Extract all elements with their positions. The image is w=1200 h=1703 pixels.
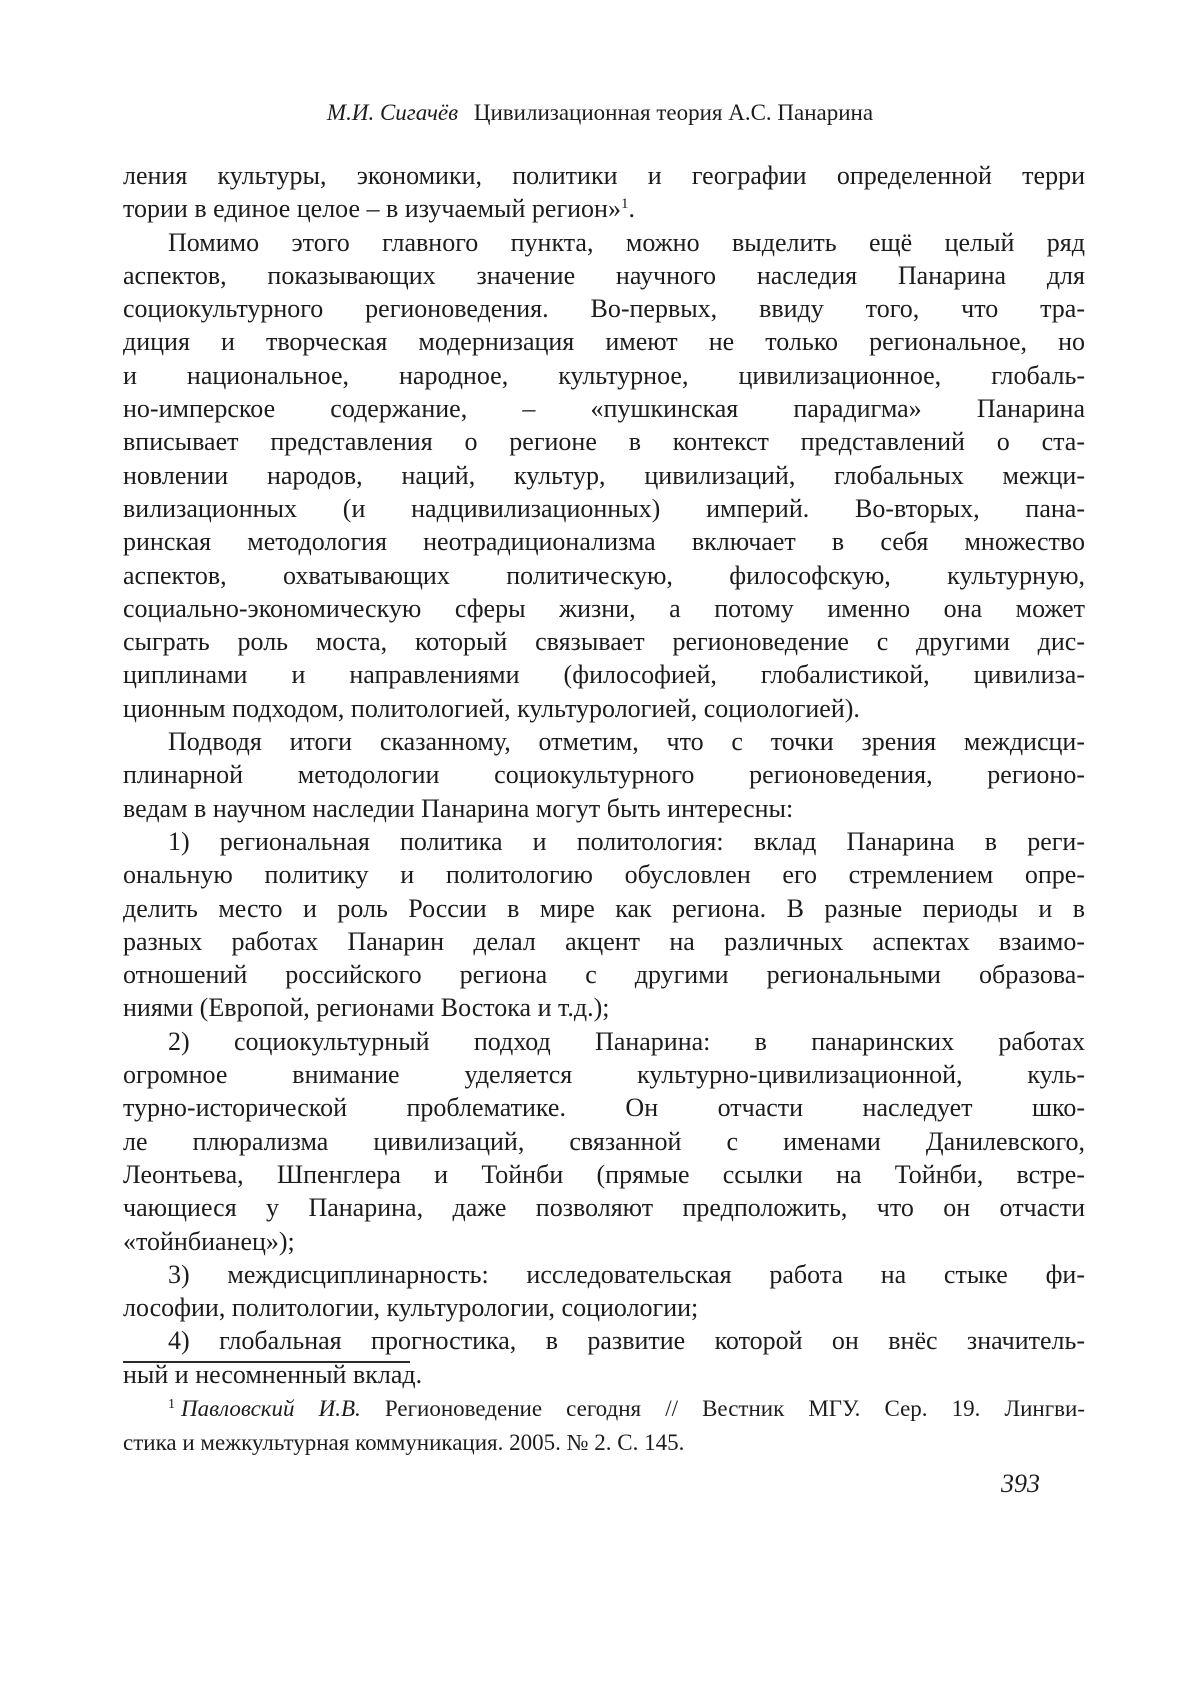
text-line bbox=[123, 692, 1085, 725]
text-line bbox=[123, 192, 1085, 225]
text-line-content: 4) глобальная прогностика, в развитие которой он внёс значитель- bbox=[168, 1326, 1085, 1356]
text-line-content: но-имперское содержание, – «пушкинская парадигма» Панарина bbox=[123, 394, 1085, 424]
text-line-content: Помимо этого главного пункта, можно выделить ещё целый ряд bbox=[168, 227, 1085, 257]
text-line-content: Подводя итоги сказанному, отметим, что с точки зрения междисци- bbox=[168, 727, 1085, 757]
footnote-text: Регионоведение сегодня // Вестник МГУ. Сер. 19. Лингви- bbox=[360, 1396, 1085, 1421]
text-line-content: лософии, политологии, культурологии, социологии; bbox=[123, 1293, 699, 1323]
text-line bbox=[123, 292, 1085, 325]
text-line bbox=[123, 592, 1085, 625]
text-line bbox=[123, 892, 1085, 925]
text-line-content: социокультурного регионоведения. Во-первых, ввиду того, что тра- bbox=[123, 294, 1085, 324]
text-line-content: делить место и роль России в мире как региона. В разные периоды и в bbox=[123, 893, 1085, 923]
text-line bbox=[123, 1324, 1085, 1357]
text-line-content: аспектов, охватывающих политическую, философскую, культурную, bbox=[123, 560, 1085, 590]
text-line bbox=[123, 359, 1085, 392]
text-line-content: ональную политику и политологию обусловлен его стремлением опре- bbox=[123, 860, 1085, 890]
text-line-content: ниями (Европой, регионами Востока и т.д.); bbox=[123, 993, 610, 1023]
text-line bbox=[123, 925, 1085, 958]
running-head-title: Цивилизационная теория А.С. Панарина bbox=[473, 100, 874, 125]
text-line-content: диция и творческая модернизация имеют не только региональное, но bbox=[123, 327, 1085, 357]
text-line-content: 1) региональная политика и политология: вклад Панарина в реги- bbox=[168, 826, 1085, 856]
text-line bbox=[123, 1158, 1085, 1191]
text-line-content: циплинами и направлениями (философией, глобалистикой, цивилиза- bbox=[123, 660, 1085, 690]
text-line-content: ведам в научном наследии Панарина могут быть интересны: bbox=[123, 793, 794, 823]
footnote-author: Павловский И.В. bbox=[181, 1396, 361, 1421]
body-text bbox=[123, 159, 1085, 1391]
text-line-content: чающиеся у Панарина, даже позволяют предположить, что он отчасти bbox=[123, 1193, 1085, 1223]
text-line bbox=[123, 1091, 1085, 1124]
running-head-author: М.И. Сигачёв bbox=[326, 100, 459, 125]
text-line-content: вилизационных (и надцивилизационных) империй. Во-вторых, пана- bbox=[123, 493, 1085, 523]
text-line bbox=[123, 559, 1085, 592]
text-line bbox=[123, 459, 1085, 492]
footnotes bbox=[123, 1392, 1085, 1460]
text-line bbox=[123, 1025, 1085, 1058]
text-line bbox=[123, 858, 1085, 891]
page-number: 393 bbox=[1001, 1469, 1040, 1498]
text-line-content: аспектов, показывающих значение научного наследия Панарина для bbox=[123, 260, 1085, 290]
footnote-line: стика и межкультурная коммуникация. 2005. № 2. С. 145. bbox=[123, 1430, 685, 1455]
text-line bbox=[123, 1058, 1085, 1091]
text-line-tail: . bbox=[628, 194, 635, 224]
text-line bbox=[123, 525, 1085, 558]
text-line bbox=[123, 325, 1085, 358]
text-line-content: вписывает представления о регионе в контекст представлений о ста- bbox=[123, 427, 1085, 457]
text-line bbox=[123, 1125, 1085, 1158]
text-line-content: новлении народов, наций, культур, цивилизаций, глобальных межци- bbox=[123, 460, 1085, 490]
text-line-content: тории в единое целое – в изучаемый регион» bbox=[123, 194, 621, 224]
text-line-content: сыграть роль моста, который связывает регионоведение с другими дис- bbox=[123, 627, 1085, 657]
footnote-marker: 1 bbox=[168, 1397, 175, 1412]
text-line bbox=[123, 958, 1085, 991]
text-line bbox=[123, 625, 1085, 658]
text-line bbox=[123, 991, 1085, 1024]
running-head bbox=[120, 98, 1080, 128]
text-line bbox=[123, 159, 1085, 192]
footnote-line bbox=[123, 1392, 1085, 1426]
footnote-divider bbox=[123, 1361, 410, 1363]
text-line bbox=[123, 1191, 1085, 1224]
text-line-content: 2) социокультурный подход Панарина: в панаринских работах bbox=[168, 1026, 1085, 1056]
text-line-content: ле плюрализма цивилизаций, связанной с именами Данилевского, bbox=[123, 1126, 1085, 1156]
text-line bbox=[123, 825, 1085, 858]
text-line bbox=[123, 392, 1085, 425]
text-line-content: плинарной методологии социокультурного регионоведения, регионо- bbox=[123, 760, 1085, 790]
text-line bbox=[123, 259, 1085, 292]
text-line-content: Леонтьева, Шпенглера и Тойнби (прямые ссылки на Тойнби, встре- bbox=[123, 1159, 1085, 1189]
text-line bbox=[123, 1291, 1085, 1324]
text-line bbox=[123, 492, 1085, 525]
text-line-content: разных работах Панарин делал акцент на различных аспектах взаимо- bbox=[123, 926, 1085, 956]
text-line-content: огромное внимание уделяется культурно-цивилизационной, куль- bbox=[123, 1060, 1085, 1090]
text-line bbox=[123, 725, 1085, 758]
text-line-content: «тойнбианец»); bbox=[123, 1226, 295, 1256]
text-line-content: отношений российского региона с другими региональными образова- bbox=[123, 960, 1085, 990]
text-line-content: и национальное, народное, культурное, цивилизационное, глобаль- bbox=[123, 360, 1085, 390]
text-line-content: ринская методология неотрадиционализма включает в себя множество bbox=[123, 527, 1085, 557]
text-line bbox=[123, 425, 1085, 458]
text-line-content: социально-экономическую сферы жизни, а потому именно она может bbox=[123, 593, 1085, 623]
text-line-content: ный и несомненный вклад. bbox=[123, 1359, 423, 1389]
text-line-content: ления культуры, экономики, политики и географии определенной терри bbox=[123, 161, 1085, 190]
text-line bbox=[123, 658, 1085, 691]
text-line-content: турно-исторической проблематике. Он отчасти наследует шко- bbox=[123, 1093, 1085, 1123]
text-line bbox=[123, 1258, 1085, 1291]
text-line bbox=[123, 758, 1085, 791]
text-line bbox=[123, 226, 1085, 259]
text-line bbox=[123, 1225, 1085, 1258]
text-line bbox=[123, 792, 1085, 825]
text-line-content: 3) междисциплинарность: исследовательская работа на стыке фи- bbox=[168, 1259, 1085, 1289]
text-line-content: ционным подходом, политологией, культурологией, социологией). bbox=[123, 693, 860, 723]
footnote-reference: 1 bbox=[620, 196, 629, 213]
